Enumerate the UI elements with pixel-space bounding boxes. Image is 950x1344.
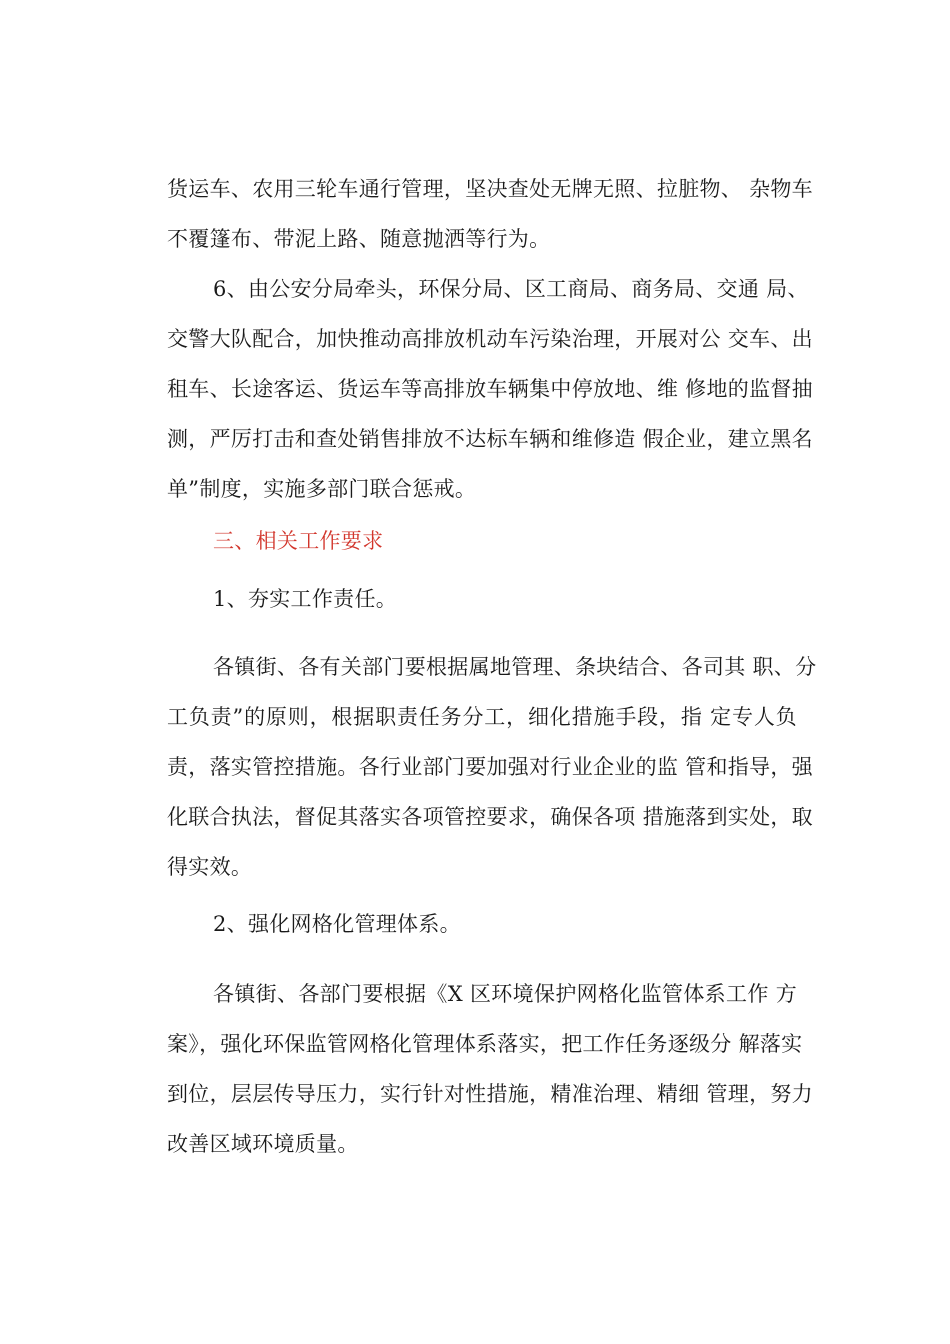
paragraph-line: 交警大队配合，加快推动高排放机动车污染治理，开展对公 交车、出 (167, 327, 813, 351)
paragraph-line: 6、由公安分局牵头，环保分局、区工商局、商务局、交通 局、 (213, 277, 809, 301)
paragraph-line: 到位，层层传导压力，实行针对性措施，精准治理、精细 管理，努力 (167, 1082, 813, 1106)
subsection-title: 1、夯实工作责任。 (213, 587, 398, 611)
subsection-title: 2、强化网格化管理体系。 (213, 912, 461, 936)
paragraph-line: 得实效。 (167, 855, 253, 879)
section-heading: 三、相关工作要求 (213, 529, 384, 553)
paragraph-line: 案》，强化环保监管网格化管理体系落实，把工作任务逐级分 解落实 (167, 1032, 803, 1056)
paragraph-line: 改善区域环境质量。 (167, 1132, 359, 1156)
paragraph-line: 责，落实管控措施。各行业部门要加强对行业企业的监 管和指导，强 (167, 755, 813, 779)
paragraph-line: 工负责”的原则，根据职责任务分工，细化措施手段，指 定专人负 (167, 705, 797, 729)
paragraph-line: 货运车、农用三轮车通行管理，坚决查处无牌无照、拉脏物、 杂物车 (167, 177, 813, 201)
paragraph-line: 不覆篷布、带泥上路、随意抛洒等行为。 (167, 227, 551, 251)
paragraph-line: 租车、长途客运、货运车等高排放车辆集中停放地、维 修地的监督抽 (167, 377, 813, 401)
paragraph-line: 各镇街、各有关部门要根据属地管理、条块结合、各司其 职、分 (213, 655, 817, 679)
paragraph-line: 各镇街、各部门要根据《X 区环境保护网格化监管体系工作 方 (213, 982, 797, 1006)
paragraph-line: 化联合执法，督促其落实各项管控要求，确保各项 措施落到实处，取 (167, 805, 813, 829)
paragraph-line: 测，严厉打击和查处销售排放不达标车辆和维修造 假企业，建立黑名 (167, 427, 813, 451)
paragraph-line: 单”制度，实施多部门联合惩戒。 (167, 477, 477, 501)
